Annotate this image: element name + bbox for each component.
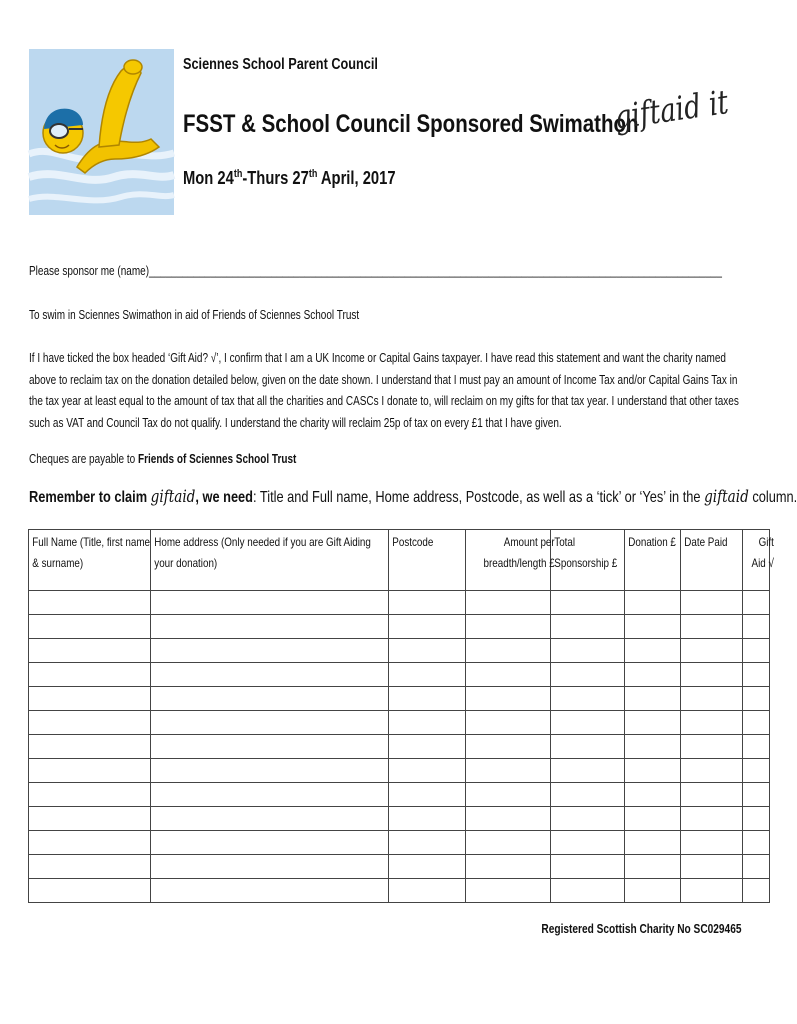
cell-full-name[interactable]: [29, 711, 151, 735]
col-full-name: Full Name (Title, first name & surname): [29, 530, 151, 591]
cell-amount[interactable]: [465, 879, 550, 903]
table-row: [29, 639, 770, 663]
cell-gift-aid[interactable]: [743, 855, 770, 879]
cell-date-paid[interactable]: [681, 855, 743, 879]
cell-full-name[interactable]: [29, 831, 151, 855]
cell-date-paid[interactable]: [681, 711, 743, 735]
cell-home-address[interactable]: [151, 711, 389, 735]
cell-home-address[interactable]: [151, 663, 389, 687]
cell-full-name[interactable]: [29, 735, 151, 759]
col-home-address: Home address (Only needed if you are Gift Aiding your donation): [151, 530, 389, 591]
cell-gift-aid[interactable]: [743, 879, 770, 903]
cell-date-paid[interactable]: [681, 831, 743, 855]
cell-amount[interactable]: [465, 639, 550, 663]
cell-gift-aid[interactable]: [743, 615, 770, 639]
cell-amount[interactable]: [465, 831, 550, 855]
cell-donation[interactable]: [625, 663, 681, 687]
table-row: [29, 591, 770, 615]
cell-total[interactable]: [550, 615, 625, 639]
cell-total[interactable]: [550, 783, 625, 807]
cell-total[interactable]: [550, 663, 625, 687]
col-amount-per-length: Amount per breadth/length £: [465, 530, 550, 591]
sponsor-name-line: Please sponsor me (name)_______________________________________________________________________________________________________: [29, 264, 722, 278]
payee-name: Friends of Sciennes School Trust: [137, 452, 297, 466]
cell-date-paid[interactable]: [681, 735, 743, 759]
cell-date-paid[interactable]: [681, 807, 743, 831]
table-row: [29, 663, 770, 687]
cell-home-address[interactable]: [151, 831, 389, 855]
gift-aid-declaration: If I have ticked the box headed ‘Gift Aid? √’, I confirm that I am a UK Income or Capital Gains taxpayer. I have read this statement and want the charity named above to reclaim tax on the donation detailed below, given on the date shown. I understand that I must pay an amount of Income Tax and/or Capital Gains Tax in the tax year at least equal to the amount of tax that all the charities and CASCs I donate to, will reclaim on my gifts for that tax year. I understand that other taxes such as VAT and Council Tax do not qualify. I understand the charity will reclaim 25p of tax on every £1 that I have given.: [29, 351, 739, 430]
cell-home-address[interactable]: [151, 879, 389, 903]
cell-total[interactable]: [550, 759, 625, 783]
swim-aid-line: To swim in Sciennes Swimathon in aid of Friends of Sciennes School Trust: [29, 308, 360, 322]
cell-donation[interactable]: [625, 591, 681, 615]
swimmer-illustration: [29, 49, 174, 215]
cell-total[interactable]: [550, 855, 625, 879]
cell-donation[interactable]: [625, 615, 681, 639]
cell-amount[interactable]: [465, 783, 550, 807]
cell-postcode[interactable]: [389, 711, 466, 735]
table-header-row: [29, 530, 770, 591]
cell-amount[interactable]: [465, 807, 550, 831]
cell-total[interactable]: [550, 879, 625, 903]
col-date-paid: Date Paid: [681, 530, 743, 591]
page-title: FSST & School Council Sponsored Swimathon: [183, 110, 639, 138]
cell-postcode[interactable]: [389, 807, 466, 831]
cell-postcode[interactable]: [389, 735, 466, 759]
cell-home-address[interactable]: [151, 591, 389, 615]
cell-home-address[interactable]: [151, 687, 389, 711]
cell-postcode[interactable]: [389, 663, 466, 687]
cell-home-address[interactable]: [151, 639, 389, 663]
cell-amount[interactable]: [465, 711, 550, 735]
col-postcode: Postcode: [389, 530, 466, 591]
table-row: [29, 879, 770, 903]
cell-amount[interactable]: [465, 735, 550, 759]
cell-gift-aid[interactable]: [743, 831, 770, 855]
cell-donation[interactable]: [625, 831, 681, 855]
cell-full-name[interactable]: [29, 591, 151, 615]
table-row: [29, 855, 770, 879]
cell-full-name[interactable]: [29, 687, 151, 711]
table-row: [29, 711, 770, 735]
col-gift-aid: Gift Aid √: [743, 530, 770, 591]
cell-home-address[interactable]: [151, 783, 389, 807]
cell-total[interactable]: [550, 831, 625, 855]
cell-donation[interactable]: [625, 879, 681, 903]
cell-amount[interactable]: [465, 663, 550, 687]
cell-postcode[interactable]: [389, 639, 466, 663]
table-row: [29, 759, 770, 783]
cell-date-paid[interactable]: [681, 687, 743, 711]
cell-date-paid[interactable]: [681, 663, 743, 687]
remember-claim-line: Remember to claim giftaid, we need: Title and Full name, Home address, Postcode, as well as a ‘tick’ or ‘Yes’ in the giftaid column.: [29, 487, 797, 507]
giftaid-logo: giftaid it: [612, 82, 731, 137]
council-name: Sciennes School Parent Council: [183, 56, 378, 73]
cell-full-name[interactable]: [29, 783, 151, 807]
cell-gift-aid[interactable]: [743, 663, 770, 687]
cell-gift-aid[interactable]: [743, 711, 770, 735]
table-row: [29, 783, 770, 807]
giftaid-inline-logo: giftaid: [704, 487, 749, 507]
cell-date-paid[interactable]: [681, 615, 743, 639]
cell-date-paid[interactable]: [681, 759, 743, 783]
cheques-payable: Cheques are payable to Friends of Sciennes School Trust: [29, 452, 297, 466]
cell-total[interactable]: [550, 639, 625, 663]
cell-donation[interactable]: [625, 711, 681, 735]
sponsorship-table: [28, 529, 774, 903]
cell-full-name[interactable]: [29, 807, 151, 831]
cell-gift-aid[interactable]: [743, 639, 770, 663]
cell-total[interactable]: [550, 807, 625, 831]
cell-full-name[interactable]: [29, 615, 151, 639]
cell-donation[interactable]: [625, 807, 681, 831]
cell-postcode[interactable]: [389, 591, 466, 615]
cell-date-paid[interactable]: [681, 591, 743, 615]
table-row: [29, 735, 770, 759]
cell-donation[interactable]: [625, 759, 681, 783]
cell-full-name[interactable]: [29, 759, 151, 783]
cell-postcode[interactable]: [389, 855, 466, 879]
cell-donation[interactable]: [625, 855, 681, 879]
cell-amount[interactable]: [465, 591, 550, 615]
cell-gift-aid[interactable]: [743, 735, 770, 759]
cell-total[interactable]: [550, 687, 625, 711]
cell-gift-aid[interactable]: [743, 807, 770, 831]
cell-total[interactable]: [550, 735, 625, 759]
cell-gift-aid[interactable]: [743, 759, 770, 783]
cell-home-address[interactable]: [151, 615, 389, 639]
col-total-sponsorship: Total Sponsorship £: [550, 530, 625, 591]
cell-donation[interactable]: [625, 735, 681, 759]
cell-postcode[interactable]: [389, 687, 466, 711]
cell-home-address[interactable]: [151, 759, 389, 783]
cell-home-address[interactable]: [151, 807, 389, 831]
cell-donation[interactable]: [625, 783, 681, 807]
cell-amount[interactable]: [465, 855, 550, 879]
cell-home-address[interactable]: [151, 735, 389, 759]
table-row: [29, 831, 770, 855]
cell-postcode[interactable]: [389, 783, 466, 807]
cell-full-name[interactable]: [29, 663, 151, 687]
charity-number: Registered Scottish Charity No SC029465: [540, 921, 741, 936]
cell-amount[interactable]: [465, 687, 550, 711]
col-donation: Donation £: [625, 530, 681, 591]
cell-full-name[interactable]: [29, 879, 151, 903]
cell-postcode[interactable]: [389, 615, 466, 639]
cell-date-paid[interactable]: [681, 639, 743, 663]
cell-donation[interactable]: [625, 639, 681, 663]
cell-total[interactable]: [550, 711, 625, 735]
cell-donation[interactable]: [625, 687, 681, 711]
giftaid-inline-logo: giftaid: [150, 487, 196, 507]
cell-postcode[interactable]: [389, 759, 466, 783]
swimmer-icon: [29, 49, 174, 215]
cell-total[interactable]: [550, 591, 625, 615]
cell-postcode[interactable]: [389, 879, 466, 903]
event-dates: Mon 24th-Thurs 27th April, 2017: [183, 168, 396, 188]
cell-amount[interactable]: [465, 615, 550, 639]
cell-postcode[interactable]: [389, 831, 466, 855]
cell-gift-aid[interactable]: [743, 687, 770, 711]
cell-full-name[interactable]: [29, 639, 151, 663]
table-row: [29, 615, 770, 639]
cell-amount[interactable]: [465, 759, 550, 783]
table-row: [29, 687, 770, 711]
cell-full-name[interactable]: [29, 855, 151, 879]
table-row: [29, 807, 770, 831]
cell-date-paid[interactable]: [681, 783, 743, 807]
cell-gift-aid[interactable]: [743, 591, 770, 615]
cell-gift-aid[interactable]: [743, 783, 770, 807]
cell-date-paid[interactable]: [681, 879, 743, 903]
cell-home-address[interactable]: [151, 855, 389, 879]
